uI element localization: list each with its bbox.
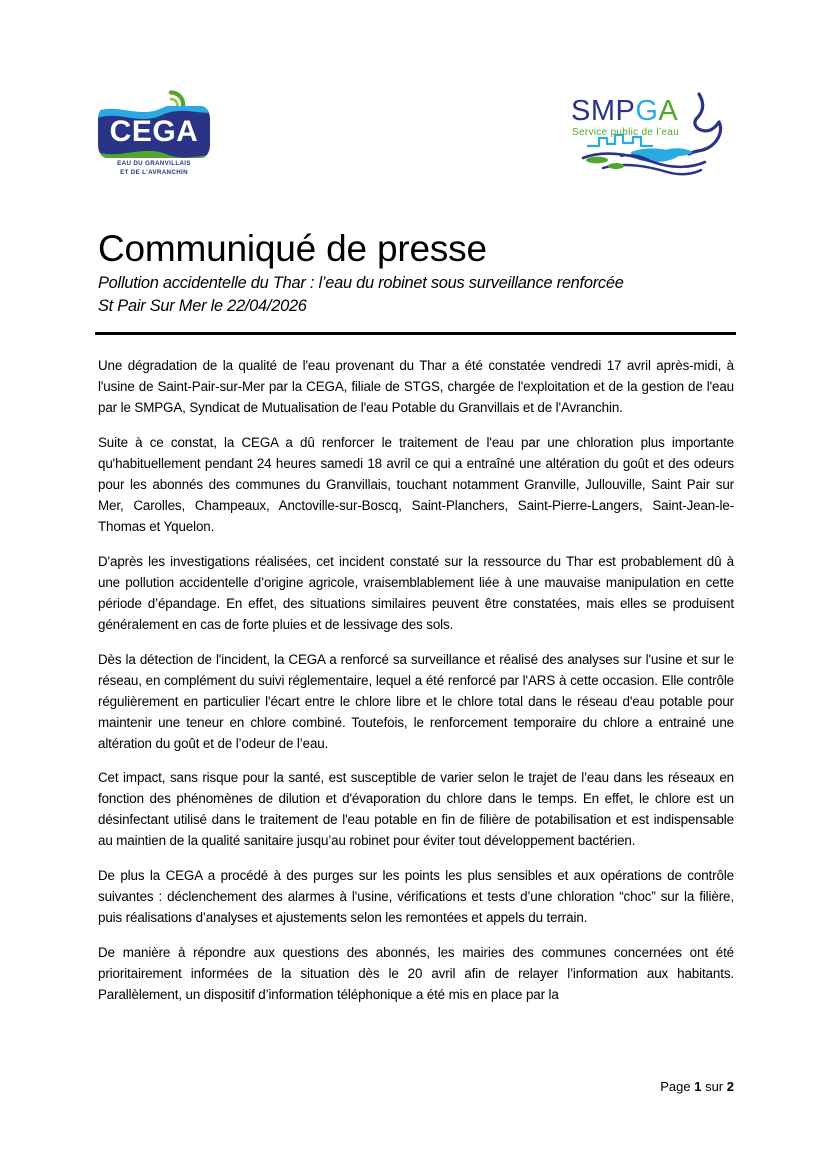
smpga-wordmark-smp: SMP [571,95,636,127]
body-paragraph: De plus la CEGA a procédé à des purges sur les points les plus sensibles et aux opérations de contrôle suivantes : déclenchement des alarmes à l'usine, vérifications et tests d’une chloration “choc” sur la filière, puis réalisations d’analyses et ajustements selon les remontées et appels du terrain. [98,868,734,926]
footer-total-pages: 2 [726,1079,734,1094]
cega-badge [98,106,210,158]
smpga-logo [565,88,740,188]
title-block [98,228,735,317]
footer-page-middle: sur [701,1079,727,1094]
body-paragraph: D'après les investigations réalisées, cet incident constaté sur la ressource du Thar est probablement dû à une pollution accidentelle d’origine agricole, vraisemblablement liée à une mauvaise manipulation en cette période d’épandage. En effet, des situations similaires peuvent être constatées, mais elles se produisent généralement en cas de forte pluies et de lessivage des sols. [98,553,734,632]
body-paragraph: Cet impact, sans risque pour la santé, est susceptible de varier selon le trajet de l’eau dans les réseaux en fonction des phénomènes de dilution et d'évaporation du chlore dans le temps. En effet, le chlore est un désinfectant utilisé dans le traitement de l'eau potable en fin de filière de potabilisation et est indispensable au maintien de la qualité sanitaire jusqu’au robinet pour éviter tout développement bactérien. [98,770,734,849]
footer-page-prefix: Page [660,1079,695,1094]
title-divider [95,332,736,335]
cega-tagline-line2: ET DE L'AVRANCHIN [120,168,188,176]
cega-tagline [98,160,210,178]
document-body [98,356,734,1006]
body-paragraph: Une dégradation de la qualité de l'eau provenant du Thar a été constatée vendredi 17 avril après-midi, à l'usine de Saint-Pair-sur-Mer par la CEGA, filiale de STGS, chargée de l'exploitation et de la gestion de l'eau par le SMPGA, Syndicat de Mutualisation de l'eau Potable du Granvillais et de l'Avranchin. [98,358,734,415]
cega-tagline-line1: EAU DU GRANVILLAIS [117,160,191,167]
page-footer [98,1079,734,1094]
body-paragraph: De manière à répondre aux questions des abonnés, les mairies des communes concernées ont été prioritairement informées de la situation dès le 20 avril afin de relayer l’information aux habitants. Parallèlement, un dispositif d’information téléphonique a été mis en place par la [98,945,734,1003]
cega-logo [98,90,210,188]
body-paragraph: Dès la détection de l'incident, la CEGA a renforcé sa surveillance et réalisé des analyses sur l'usine et sur le réseau, en complément du suivi réglementaire, lequel a été renforcé par l'ARS à cette occasion. Elle contrôle régulièrement en particulier l'écart entre le chlore libre et le chlore total dans le réseau d'eau potable pour maintenir une teneur en chlore combiné. Toutefois, le renforcement temporaire du chlore a entrainé une altération du goût et de l’odeur de l’eau. [98,651,734,751]
body-paragraph: Suite à ce constat, la CEGA a dû renforcer le traitement de l'eau par une chloration plus importante qu'habituellement pendant 24 heures samedi 18 avril ce qui a entraîné une altération du goût et des odeurs pour les abonnés des communes du Granvillais, touchant notamment Granville, Jullouville, Saint Pair sur Mer, Carolles, Champeaux, Anctoville-sur-Boscq, Saint-Planchers, Saint-Pierre-Langers, Saint-Jean-le-Thomas et Yquelon. [98,434,734,534]
footer-current-page: 1 [694,1079,702,1094]
smpga-wordmark-a: A [658,95,679,127]
document-subtitle-line2: St Pair Sur Mer le 22/04/2026 [98,296,307,315]
smpga-wordmark-g: G [635,95,659,127]
page-title: Communiqué de presse [98,228,487,269]
document-subtitle-line1: Pollution accidentelle du Thar : l’eau du robinet sous surveillance renforcée [98,274,624,293]
cega-wordmark: CEGA [109,115,199,148]
smpga-wordmark [571,97,678,126]
smpga-tagline: Service public de l’eau [572,127,679,138]
header-logo-bar [0,88,827,198]
